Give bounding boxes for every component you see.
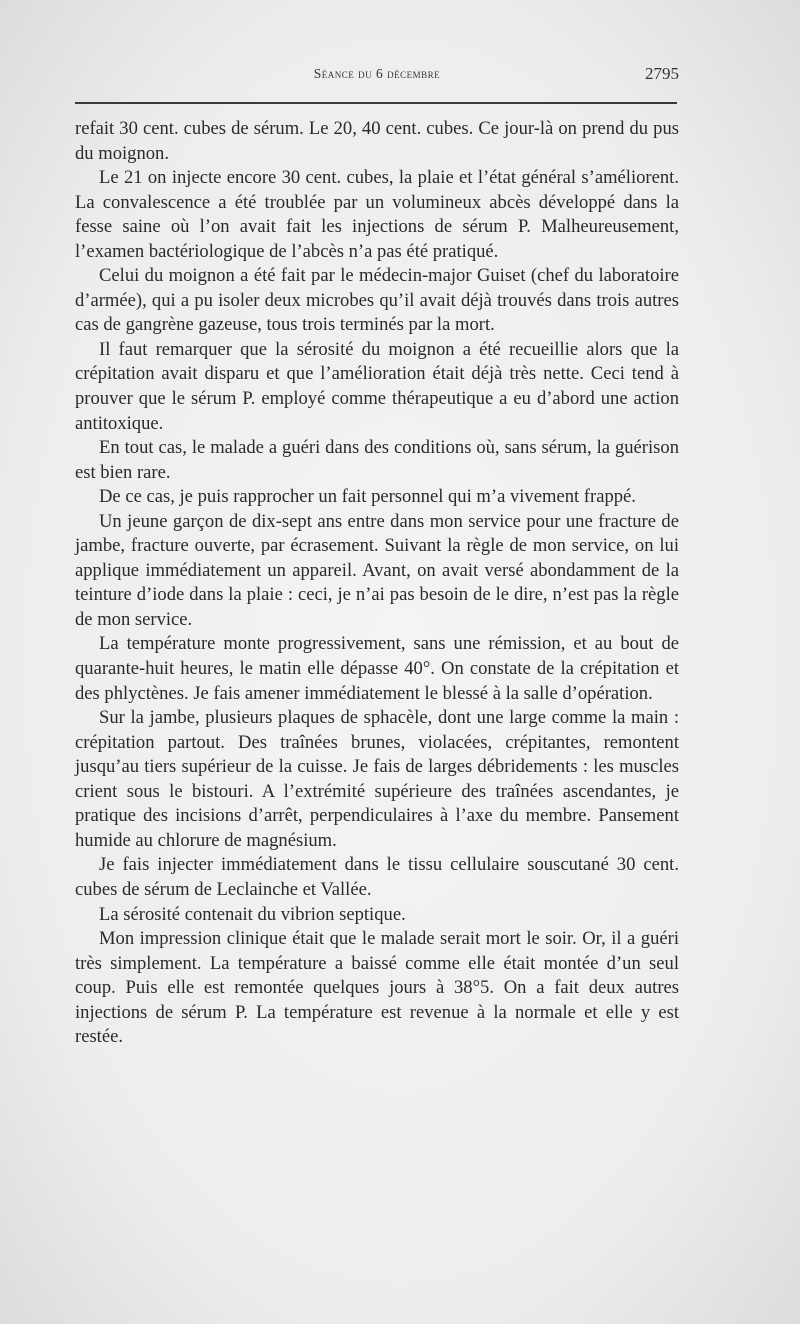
paragraph: Celui du moignon a été fait par le médecin-major Guiset (chef du laboratoire d’armée), qui a pu isoler deux microbes qu’il avait déjà trouvés dans trois autres cas de gangrène gazeuse, tous trois terminés par la mort. xyxy=(75,265,679,336)
running-title: Séance du 6 décembre xyxy=(313,66,441,81)
paragraph: Mon impression clinique était que le malade serait mort le soir. Or, il a guéri très simplement. La température a baissé comme elle était montée d’un seul coup. Puis elle est remontée quelques jours à 38°5. On a fait deux autres injections de sérum P. La température est revenue à la normale et elle y est restée. xyxy=(75,928,679,1048)
header-rule xyxy=(75,102,677,104)
paragraph: De ce cas, je puis rapprocher un fait personnel qui m’a vivement frappé. xyxy=(99,486,636,508)
paragraph: Il faut remarquer que la sérosité du moignon a été recueillie alors que la crépitation avait disparu et que l’amélioration était déjà très nette. Ceci tend à prouver que le sérum P. employé comme thérapeutique a eu d’abord une action antitoxique. xyxy=(75,338,679,434)
paragraph: refait 30 cent. cubes de sérum. Le 20, 40 cent. cubes. Ce jour-là on prend du pus du moignon. xyxy=(75,118,679,164)
paragraph: Je fais injecter immédiatement dans le tissu cellulaire souscutané 30 cent. cubes de sérum de Leclainche et Vallée. xyxy=(75,854,679,900)
paragraph: Un jeune garçon de dix-sept ans entre dans mon service pour une fracture de jambe, fracture ouverte, par écrasement. Suivant la règle de mon service, on lui applique immédiatement un appareil. Avant, on avait versé abondamment de la teinture d’iode dans la plaie : ceci, je n’ai pas besoin de le dire, n’est pas la règle de mon service. xyxy=(75,510,679,630)
paragraph: Le 21 on injecte encore 30 cent. cubes, la plaie et l’état général s’améliorent. La convalescence a été troublée par un volumineux abcès développé dans la fesse saine où l’on avait fait les injections de sérum P. Malheureusement, l’examen bactériologique de l’abcès n’a pas été pratiqué. xyxy=(75,167,679,262)
paragraph: La sérosité contenait du vibrion septique. xyxy=(99,903,406,925)
paragraph: Sur la jambe, plusieurs plaques de sphacèle, dont une large comme la main : crépitation partout. Des traînées brunes, violacées, crépitantes, remontent jusqu’au tiers supérieur de la cuisse. Je fais de larges débridements : les muscles crient sous le bistouri. A l’extrémité supérieure des traînées ascendantes, je pratique des incisions d’arrêt, perpendiculaires à l’axe du membre. Pansement humide au chlorure de magnésium. xyxy=(75,707,679,851)
running-head xyxy=(75,64,679,86)
body-text xyxy=(75,117,679,1050)
paragraph: La température monte progressivement, sans une rémission, et au bout de quarante-huit heures, le matin elle dépasse 40°. On constate de la crépitation et des phlyctènes. Je fais amener immédiatement le blessé à la salle d’opération. xyxy=(75,633,679,704)
page-number: 2795 xyxy=(645,64,679,83)
paragraph: En tout cas, le malade a guéri dans des conditions où, sans sérum, la guérison est bien rare. xyxy=(75,437,679,483)
